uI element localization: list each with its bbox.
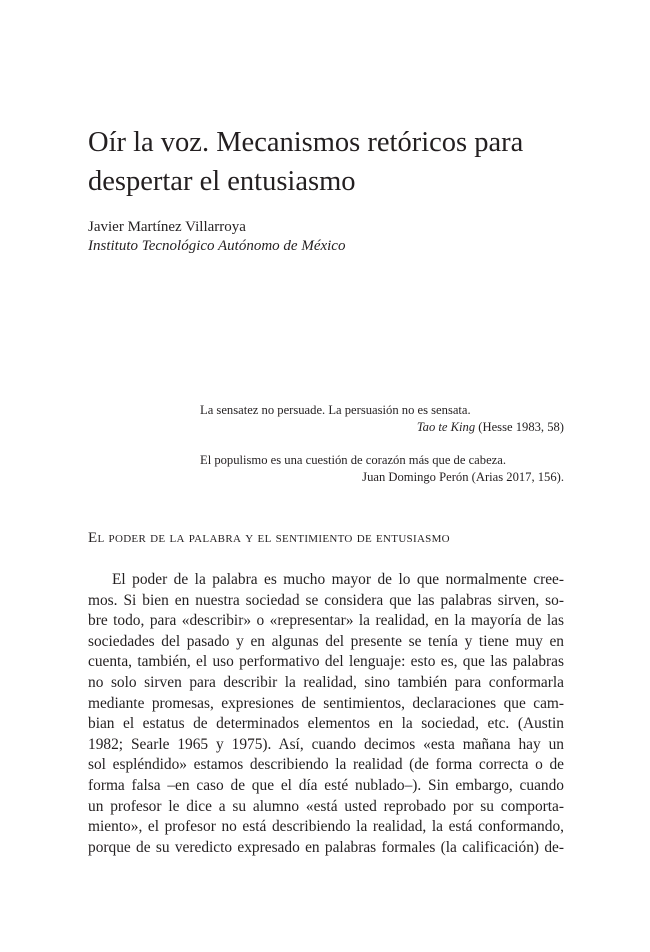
paragraph-line: forma falsa –en caso de que el día esté nublado–). Sin embargo, cuando bbox=[88, 776, 564, 794]
paragraph-line: 1982; Searle 1965 y 1975). Así, cuando decimos «esta mañana hay un bbox=[88, 735, 564, 753]
paragraph-line: porque de su veredicto expresado en palabras formales (la calificación) de- bbox=[88, 838, 564, 856]
paragraph-line: no solo sirven para describir la realidad, sino también para conformarla bbox=[88, 673, 564, 691]
epigraph-2 bbox=[200, 452, 564, 486]
paragraph-line: cuenta, también, el uso performativo del lenguaje: esto es, que las palabras bbox=[88, 653, 564, 671]
paragraph-line: bian el estatus de determinados elementos en la sociedad, etc. (Austin bbox=[88, 715, 564, 733]
epigraph-source-work: Tao te King bbox=[416, 420, 476, 434]
epigraph-source-citation: (Hesse 1983, 58) bbox=[475, 420, 564, 434]
author-name: Javier Martínez Villarroya bbox=[88, 219, 246, 235]
epigraph-source bbox=[200, 469, 564, 486]
epigraph-quote: La sensatez no persuade. La persuasión no es sensata. bbox=[200, 403, 471, 417]
epigraph-1 bbox=[200, 402, 564, 436]
article-title-line-2: despertar el entusiasmo bbox=[88, 166, 356, 197]
paragraph-line: un profesor le dice a su alumno «está usted reprobado por su comporta- bbox=[88, 797, 564, 815]
epigraph-source-citation: Juan Domingo Perón (Arias 2017, 156). bbox=[362, 470, 564, 484]
paragraph-line: mos. Si bien en nuestra sociedad se considera que las palabras sirven, so- bbox=[88, 591, 564, 609]
paragraph-line: sol espléndido» estamos describiendo la realidad (de forma correcta o de bbox=[88, 756, 564, 774]
section-heading: El poder de la palabra y el sentimiento de entusiasmo bbox=[88, 530, 450, 546]
article-title-line-1: Oír la voz. Mecanismos retóricos para bbox=[88, 127, 524, 158]
epigraph-source bbox=[200, 419, 564, 436]
paragraph-line: mediante promesas, expresiones de sentimientos, declaraciones que cam- bbox=[88, 694, 564, 712]
paragraph-line: bre todo, para «describir» o «representar» la realidad, en la mayoría de las bbox=[88, 612, 564, 630]
paragraph-line: El poder de la palabra es mucho mayor de lo que normalmente cree- bbox=[112, 571, 564, 588]
epigraph-quote: El populismo es una cuestión de corazón más que de cabeza. bbox=[200, 453, 506, 467]
paragraph-line: miento», el profesor no está describiendo la realidad, la está conformando, bbox=[88, 818, 564, 836]
paragraph-line: sociedades del pasado y en algunas del presente se tenía y tiene muy en bbox=[88, 632, 564, 650]
author-affiliation: Instituto Tecnológico Autónomo de México bbox=[88, 238, 346, 254]
body-paragraph bbox=[88, 570, 564, 858]
article-title bbox=[88, 123, 568, 201]
